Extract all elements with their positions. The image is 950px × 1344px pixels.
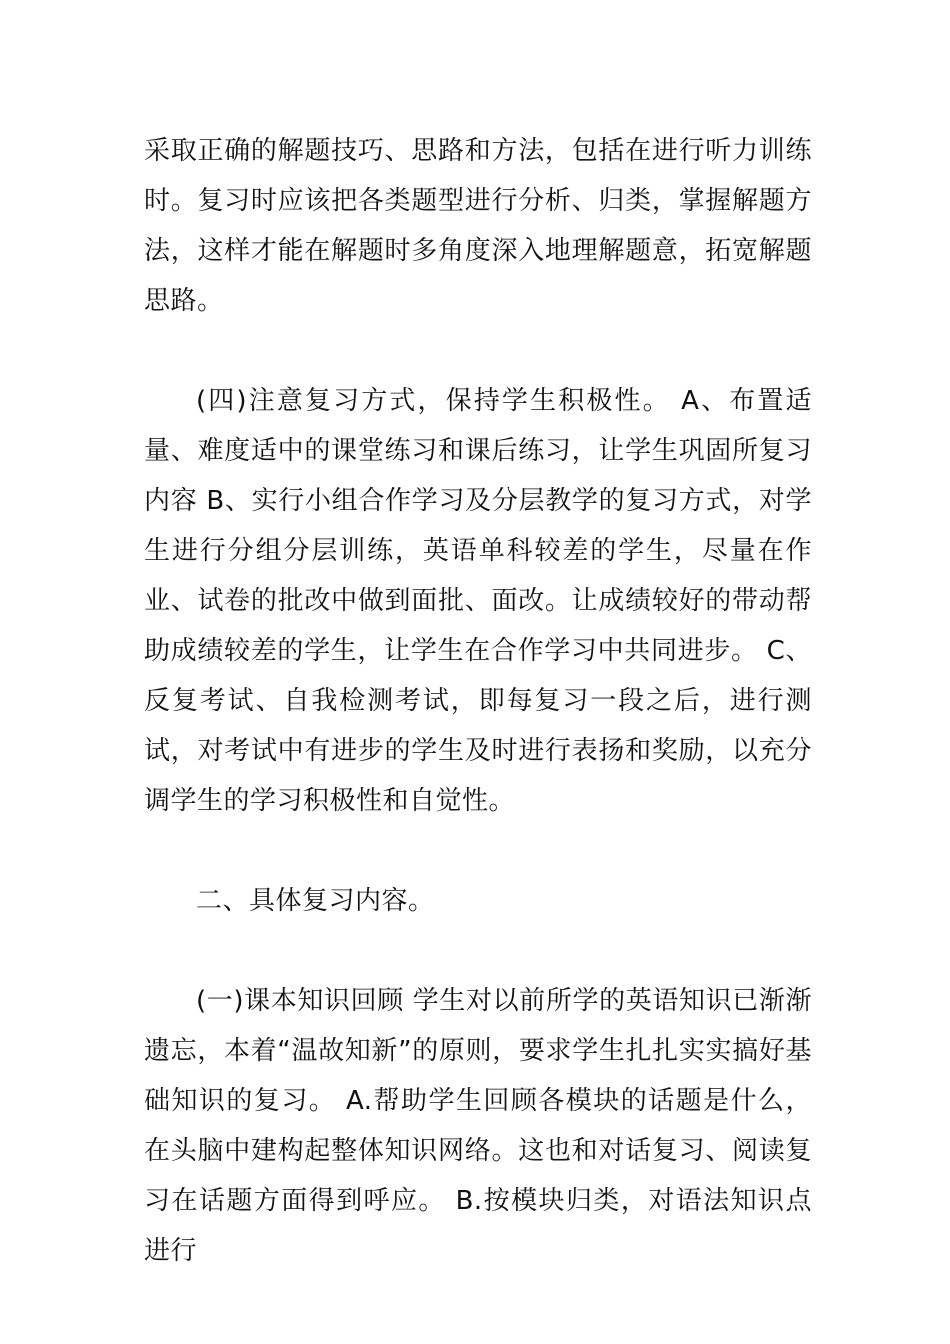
paragraph-gap: [144, 326, 812, 376]
document-body: [144, 126, 812, 1276]
paragraph-gap: [144, 926, 812, 976]
paragraph-textbook-review: (一)课本知识回顾 学生对以前所学的英语知识已渐渐遗忘，本着“温故知新”的原则，要求学生扎扎实实搞好基础知识的复习。 A.帮助学生回顾各模块的话题是什么，在头脑中建构起整体知识网络。这也和对话复习、阅读复习在话题方面得到呼应。 B.按模块归类，对语法知识点进行: [144, 986, 812, 1266]
paragraph-solving-techniques: 采取正确的解题技巧、思路和方法，包括在进行听力训练时。复习时应该把各类题型进行分析、归类，掌握解题方法，这样才能在解题时多角度深入地理解题意，拓宽解题思路。: [144, 136, 812, 316]
paragraph-review-methods: (四)注意复习方式，保持学生积极性。 A、布置适量、难度适中的课堂练习和课后练习，让学生巩固所复习内容 B、实行小组合作学习及分层教学的复习方式，对学生进行分组分层训练，英语单科较差的学生，尽量在作业、试卷的批改中做到面批、面改。让成绩较好的带动帮助成绩较差的学生，让学生在合作学习中共同进步。 C、反复考试、自我检测考试，即每复习一段之后，进行测试，对考试中有进步的学生及时进行表扬和奖励，以充分调学生的学习积极性和自觉性。: [144, 386, 812, 816]
paragraph-gap: [144, 826, 812, 876]
section-heading-review-content: 二、具体复习内容。: [196, 886, 435, 916]
